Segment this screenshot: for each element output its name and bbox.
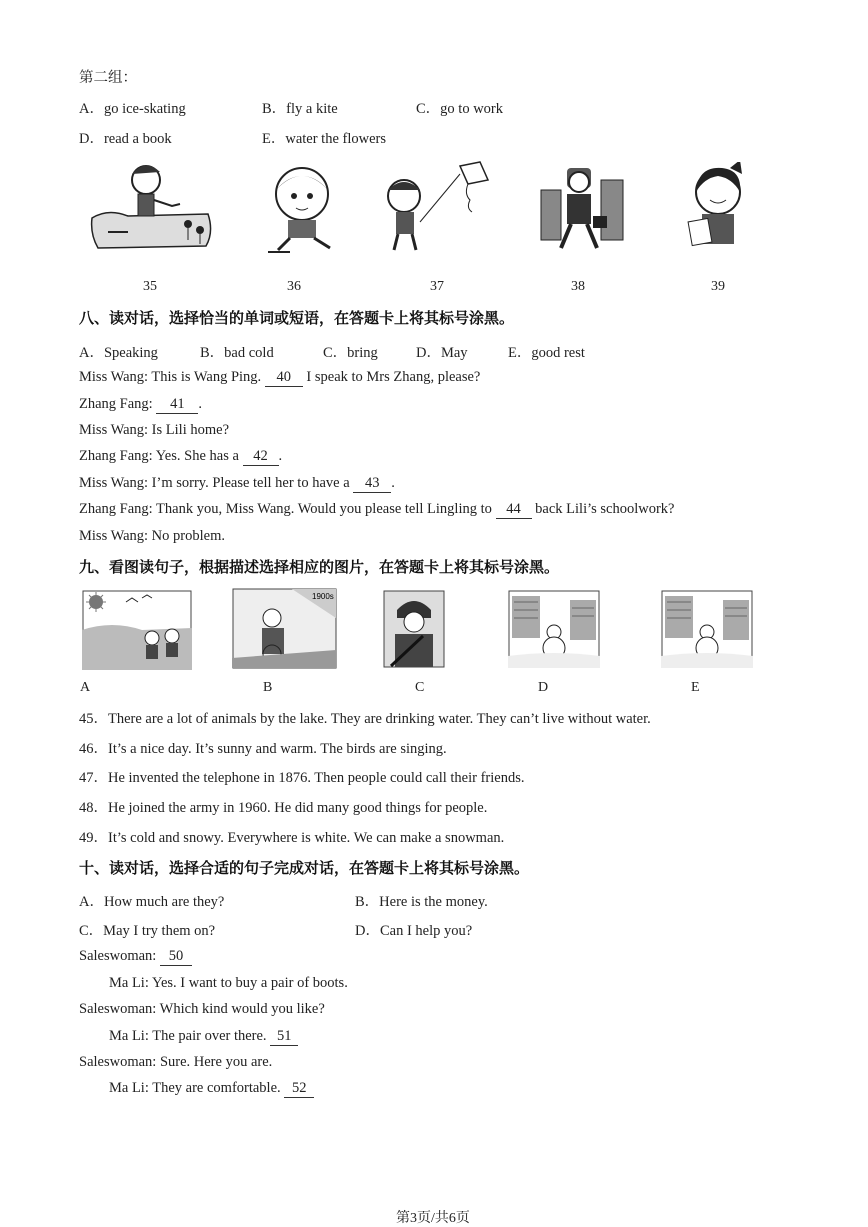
picture-number-39: 39 [711, 279, 725, 294]
section-8-heading: 八、读对话，选择恰当的单词或短语，在答题卡上将其标号涂黑。 [79, 309, 515, 327]
picture-c-soldier [383, 590, 445, 668]
s8-option-e: E．good rest [508, 345, 585, 361]
picture-38-go-to-work [537, 160, 627, 256]
s8-line-4 [79, 448, 282, 466]
blank-52: 52 [284, 1080, 314, 1098]
picture-number-35: 35 [143, 279, 157, 294]
sentence-49: 49．It’s cold and snowy. Everywhere is white. We can make a snowman. [79, 830, 505, 846]
s10-option-a: A．How much are they? [79, 894, 225, 910]
group-label: 第二组： [79, 70, 137, 86]
s8-line-2 [79, 396, 202, 414]
option-c: C．go to work [416, 101, 503, 117]
picture-35-water-flowers [88, 160, 216, 256]
picture-label-c: C [415, 680, 425, 695]
s10-line-5: Saleswoman: Sure. Here you are. [79, 1054, 273, 1070]
s10-option-c: C．May I try them on? [79, 923, 216, 939]
s8-line-7: Miss Wang: No problem. [79, 528, 225, 544]
picture-label-e: E [691, 680, 700, 695]
option-d: D．read a book [79, 131, 172, 147]
s10-line-2: Ma Li: Yes. I want to buy a pair of boots. [109, 975, 348, 991]
s10-line-1-pre: Saleswoman: [79, 948, 160, 964]
picture-36-go-ice-skating [250, 160, 355, 256]
s8-line-6 [79, 501, 675, 519]
s8-option-d: D．May [416, 345, 468, 361]
s8-line-4-post: . [278, 448, 283, 464]
blank-44: 44 [496, 501, 532, 519]
picture-label-a: A [80, 680, 91, 695]
section-9-heading: 九、看图读句子，根据描述选择相应的图片，在答题卡上将其标号涂黑。 [79, 558, 560, 576]
sentence-48: 48．He joined the army in 1960. He did many good things for people. [79, 800, 488, 816]
s10-line-3: Saleswoman: Which kind would you like? [79, 1001, 325, 1017]
blank-41: 41 [156, 396, 198, 414]
s10-line-6-pre: Ma Li: They are comfortable. [109, 1080, 285, 1096]
picture-b-telephone-inventor [232, 588, 337, 670]
blank-40: 40 [265, 369, 303, 387]
option-e: E．water the flowers [262, 131, 387, 147]
s8-line-5-pre: Miss Wang: I’m sorry. Please tell her to have a [79, 475, 354, 491]
picture-e-snowman [661, 590, 753, 668]
s8-line-6-pre: Zhang Fang: Thank you, Miss Wang. Would you please tell Lingling to [79, 501, 496, 517]
section-10-heading: 十、读对话，选择合适的句子完成对话，在答题卡上将其标号涂黑。 [79, 859, 530, 877]
picture-a-sunny-day [82, 590, 192, 670]
option-a: A．go ice-skating [79, 101, 186, 117]
sentence-45: 45．There are a lot of animals by the lake. They are drinking water. They can’t live without water. [79, 711, 651, 727]
s10-line-1 [79, 948, 192, 966]
s8-line-3: Miss Wang: Is Lili home? [79, 422, 229, 438]
picture-39-read-a-book [682, 162, 754, 254]
s8-line-4-pre: Zhang Fang: Yes. She has a [79, 448, 243, 464]
s10-line-4-pre: Ma Li: The pair over there. [109, 1028, 271, 1044]
picture-label-d: D [538, 680, 549, 695]
s8-option-c: C．bring [323, 345, 378, 361]
s8-line-1-post: I speak to Mrs Zhang, please? [302, 369, 481, 385]
blank-50: 50 [160, 948, 192, 966]
s8-line-1 [79, 369, 480, 387]
sentence-47: 47．He invented the telephone in 1876. Then people could call their friends. [79, 770, 525, 786]
blank-42: 42 [243, 448, 279, 466]
s8-line-5 [79, 475, 395, 493]
picture-number-37: 37 [430, 279, 444, 294]
page-number: 第3页/共6页 [396, 1211, 470, 1226]
s10-option-d: D．Can I help you? [355, 923, 473, 939]
picture-b-caption: 1900s [312, 592, 334, 601]
sentence-46: 46．It’s a nice day. It’s sunny and warm. The birds are singing. [79, 741, 447, 757]
s10-line-4 [109, 1028, 298, 1046]
picture-number-38: 38 [571, 279, 585, 294]
blank-43: 43 [353, 475, 391, 493]
s8-option-b: B．bad cold [200, 345, 274, 361]
picture-label-b: B [263, 680, 273, 695]
picture-d-snowman [508, 590, 600, 668]
s8-line-2-post: . [198, 396, 202, 412]
s8-line-5-post: . [391, 475, 395, 491]
s8-line-2-pre: Zhang Fang: [79, 396, 157, 412]
s8-option-a: A．Speaking [79, 345, 158, 361]
option-b: B．fly a kite [262, 101, 338, 117]
blank-51: 51 [270, 1028, 298, 1046]
s10-line-6 [109, 1080, 314, 1098]
picture-number-36: 36 [287, 279, 301, 294]
s8-line-1-pre: Miss Wang: This is Wang Ping. [79, 369, 265, 385]
s10-option-b: B．Here is the money. [355, 894, 488, 910]
picture-37-fly-a-kite [380, 160, 495, 256]
s8-line-6-post: back Lili’s schoolwork? [531, 501, 675, 517]
